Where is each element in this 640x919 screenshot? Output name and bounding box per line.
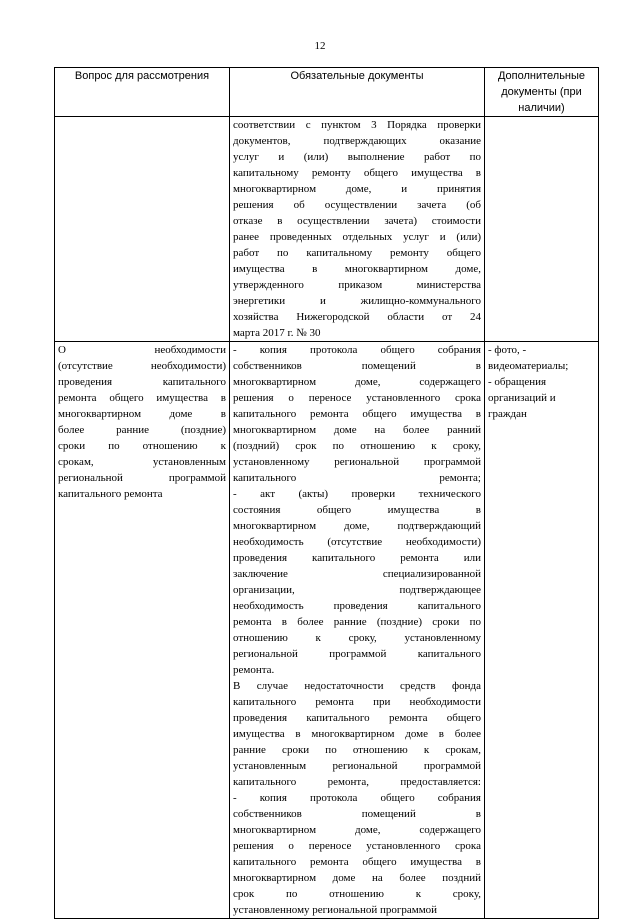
text-line: заключение специализированной	[233, 568, 481, 580]
text-line: услуг и (или) выполнение работ по	[233, 151, 481, 163]
text-line: ранние сроки по отношению к срокам,	[233, 744, 481, 756]
text-line: О необходимости	[58, 344, 226, 356]
required-documents-cell	[230, 117, 485, 342]
text-line: капитального ремонта общего имущества в	[233, 408, 481, 420]
text-line: ремонта общего имущества в	[58, 392, 226, 404]
text-line: - обращения	[488, 376, 547, 388]
text-line: срок по отношению к сроку,	[233, 888, 481, 900]
documents-table	[54, 67, 599, 919]
text-line: ремонта.	[233, 664, 275, 676]
additional-documents-cell	[485, 117, 599, 342]
text-line: имущества в многоквартирном доме,	[233, 263, 481, 275]
text-line: энергетики и жилищно-коммунального	[233, 295, 481, 307]
text-line: срокам, установленным	[58, 456, 226, 468]
text-line: необходимость проведения капитального	[233, 600, 481, 612]
text-line: сроки по отношению к	[58, 440, 226, 452]
text-line: многоквартирном доме, подтверждающий	[233, 520, 481, 532]
text-line: решения о переносе установленного срока	[233, 392, 481, 404]
table-header-row	[55, 68, 599, 117]
text-line: проведения капитального ремонта общего	[233, 712, 481, 724]
text-line: решения о переносе установленного срока	[233, 840, 481, 852]
text-line: решения об осуществлении зачета (об	[233, 199, 481, 211]
text-line: более ранние (поздние)	[58, 424, 226, 436]
text-line: утвержденного приказом министерства	[233, 279, 481, 291]
table-body	[55, 117, 599, 919]
header-question: Вопрос для рассмотрения	[55, 68, 230, 117]
text-line: ранее проведенных отдельных услуг и (или)	[233, 231, 481, 243]
header-additional-documents: Дополнительные документы (при наличии)	[485, 68, 599, 117]
required-documents-cell	[230, 342, 485, 919]
additional-documents-cell	[485, 342, 599, 919]
text-line: необходимость (отсутствие необходимости)	[233, 536, 481, 548]
text-line: капитального ремонта при необходимости	[233, 696, 481, 708]
text-line: многоквартирном доме на более ранний	[233, 424, 481, 436]
text-line: граждан	[488, 408, 527, 420]
text-line: установленному региональной программой	[233, 904, 438, 916]
text-line: капитальному ремонту общего имущества в	[233, 167, 481, 179]
text-line: капитального ремонта общего имущества в	[233, 856, 481, 868]
text-line: региональной программой	[58, 472, 226, 484]
text-line: соответствии с пунктом 3 Порядка проверки	[233, 119, 481, 131]
text-line: многоквартирном доме, содержащего	[233, 376, 481, 388]
text-line: - копия протокола общего собрания	[233, 792, 481, 804]
text-line: организации, подтверждающее	[233, 584, 481, 596]
text-line: хозяйства Нижегородской области от 24	[233, 311, 481, 323]
text-line: организаций и	[488, 392, 556, 404]
text-line: собственников помещений в	[233, 808, 481, 820]
text-line: установленным региональной программой	[233, 760, 481, 772]
text-line: марта 2017 г. № 30	[233, 327, 321, 339]
text-line: многоквартирном доме, и принятия	[233, 183, 481, 195]
text-line: отношению к сроку, установленному	[233, 632, 481, 644]
text-line: имущества в многоквартирном доме в более	[233, 728, 481, 740]
text-line: - акт (акты) проверки технического	[233, 488, 481, 500]
text-line: (поздний) срок по отношению к сроку,	[233, 440, 481, 452]
text-line: работ по капитальному ремонту общего	[233, 247, 481, 259]
text-line: установленному региональной программой	[233, 456, 481, 468]
text-line: документов, подтверждающих оказание	[233, 135, 481, 147]
table-row	[55, 117, 599, 342]
header-required-documents: Обязательные документы	[230, 68, 485, 117]
text-line: отказе в осуществлении зачета) стоимости	[233, 215, 481, 227]
text-line: многоквартирном доме, содержащего	[233, 824, 481, 836]
text-line: проведения капитального ремонта или	[233, 552, 481, 564]
text-line: собственников помещений в	[233, 360, 481, 372]
text-line: видеоматериалы;	[488, 360, 569, 372]
text-line: многоквартирном доме на более поздний	[233, 872, 481, 884]
text-line: капитального ремонта, предоставляется:	[233, 776, 481, 788]
text-line: капитального ремонта	[58, 488, 163, 500]
text-line: ремонта в более ранние (поздние) сроки по	[233, 616, 481, 628]
question-cell	[55, 342, 230, 919]
page-number: 12	[314, 40, 326, 52]
text-line: региональной программой капитального	[233, 648, 481, 660]
question-cell	[55, 117, 230, 342]
text-line: капитального ремонта;	[233, 472, 481, 484]
text-line: проведения капитального	[58, 376, 226, 388]
text-line: - фото, -	[488, 344, 527, 356]
text-line: - копия протокола общего собрания	[233, 344, 481, 356]
text-line: многоквартирном доме в	[58, 408, 226, 420]
text-line: состояния общего имущества в	[233, 504, 481, 516]
text-line: (отсутствие необходимости)	[58, 360, 226, 372]
table-row	[55, 342, 599, 919]
text-line: В случае недостаточности средств фонда	[233, 680, 481, 692]
